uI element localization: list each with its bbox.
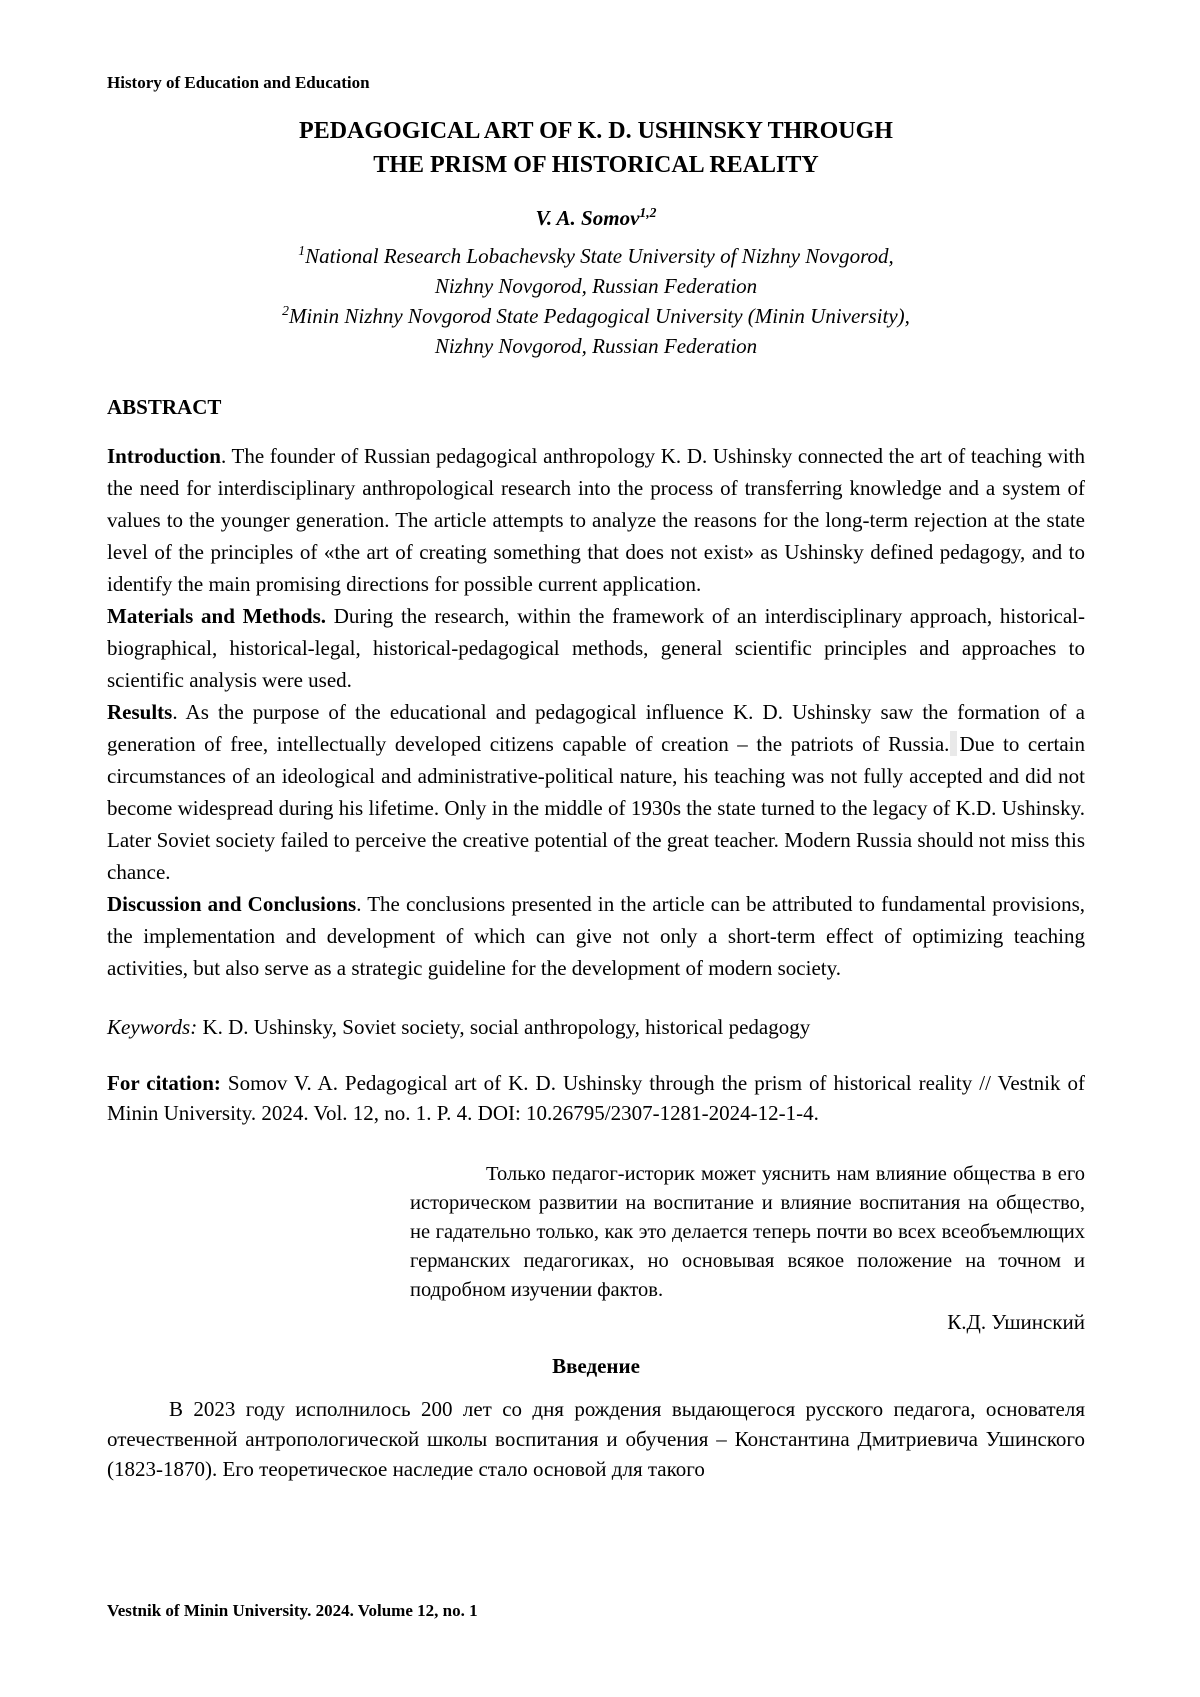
author-name: V. A. Somov: [535, 206, 640, 230]
for-citation-block: [107, 1068, 1085, 1128]
for-citation-label: For citation:: [107, 1071, 221, 1095]
affiliation-line: [107, 301, 1085, 331]
abstract-heading: ABSTRACT: [107, 395, 222, 419]
affiliation-text: Minin Nizhny Novgorod State Pedagogical University (Minin University),: [288, 304, 910, 328]
affiliation-line: [107, 241, 1085, 271]
article-title-line1: PEDAGOGICAL ART OF K. D. USHINSKY THROUGH: [299, 118, 893, 144]
highlight-artifact: [950, 731, 957, 756]
affiliation-text: National Research Lobachevsky State University of Nizhny Novgorod,: [305, 244, 894, 268]
keywords-label: Keywords:: [107, 1015, 198, 1039]
introduction-heading: Введение: [552, 1354, 640, 1378]
affiliation-marker: 2: [282, 303, 289, 318]
section-label: Materials and Methods.: [107, 604, 327, 628]
affiliations: [107, 241, 1085, 361]
article-title-line2: THE PRISM OF HISTORICAL REALITY: [373, 152, 819, 178]
abstract-section-discussion-conclusions: [107, 888, 1085, 984]
running-header: History of Education and Education: [107, 73, 370, 92]
affiliation-marker: 1: [298, 243, 306, 258]
for-citation-text: Somov V. A. Pedagogical art of K. D. Ushinsky through the prism of historical reality // Vestnik of Minin University. 2024. Vol. 12, no. 1. P. 4. DOI: 10.26795/2307-1281-2024-12-1-4.: [107, 1071, 1085, 1125]
abstract-section-introduction: [107, 440, 1085, 600]
epigraph-attribution: К.Д. Ушинский: [947, 1310, 1085, 1334]
abstract-body: [107, 440, 1085, 984]
section-label: Results: [107, 700, 173, 724]
affiliation-text: Nizhny Novgorod, Russian Federation: [434, 274, 758, 298]
section-text: Due to certain circumstances of an ideological and administrative-political nature, his teaching was not fully accepted and did not become widespread during his lifetime. Only in the middle of 1930s the state turned to the legacy of K.D. Ushinsky. Later Soviet society failed to perceive the creative potential of the great teacher. Modern Russia should not miss this chance.: [107, 732, 1085, 884]
section-label: Introduction: [107, 444, 221, 468]
article-title: [107, 114, 1085, 182]
author-line: [107, 205, 1085, 232]
keywords-text: K. D. Ushinsky, Soviet society, social anthropology, historical pedagogy: [197, 1015, 811, 1039]
affiliation-line: [107, 331, 1085, 361]
abstract-section-materials-methods: [107, 600, 1085, 696]
abstract-section-results: [107, 696, 1085, 888]
affiliation-line: [107, 271, 1085, 301]
journal-footer: Vestnik of Minin University. 2024. Volume 12, no. 1: [107, 1601, 478, 1620]
section-text: . As the purpose of the educational and pedagogical influence K. D. Ushinsky saw the formation of a generation of free, intellectually developed citizens capable of creation – the patriots of Russia.: [107, 700, 1085, 756]
introduction-paragraph: В 2023 году исполнилось 200 лет со дня рождения выдающегося русского педагога, основателя отечественной антропологической школы воспитания и обучения – Константина Дмитриевича Ушинского (1823-1870). Его теоретическое наследие стало основой для такого: [107, 1397, 1085, 1481]
section-text: During the research, within the framework of an interdisciplinary approach, historical-biographical, historical-legal, historical-pedagogical methods, general scientific principles and approaches to scientific analysis were used.: [107, 604, 1085, 692]
section-text: . The conclusions presented in the article can be attributed to fundamental provisions, the implementation and development of which can give not only a short-term effect of optimizing teaching activities, but also serve as a strategic guideline for the development of modern society.: [107, 892, 1085, 980]
affiliation-text: Nizhny Novgorod, Russian Federation: [434, 334, 758, 358]
section-label: Discussion and Conclusions: [107, 892, 357, 916]
keywords-line: [107, 1012, 1085, 1042]
epigraph-quote: Только педагог-историк может уяснить нам влияние общества в его историческом развитии на воспитание и влияние воспитания на общество, не гадательно только, как это делается теперь почти во всех всеобъемлющих германских педагогиках, но основывая всякое положение на точном и подробном изучении фактов.: [410, 1163, 1085, 1301]
author-affiliation-marker: 1,2: [639, 205, 657, 220]
section-text: . The founder of Russian pedagogical anthropology K. D. Ushinsky connected the art of teaching with the need for interdisciplinary anthropological research into the process of transferring knowledge and a system of values to the younger generation. The article attempts to analyze the reasons for the long-term rejection at the state level of the principles of «the art of creating something that does not exist» as Ushinsky defined pedagogy, and to identify the main promising directions for possible current application.: [107, 444, 1085, 596]
